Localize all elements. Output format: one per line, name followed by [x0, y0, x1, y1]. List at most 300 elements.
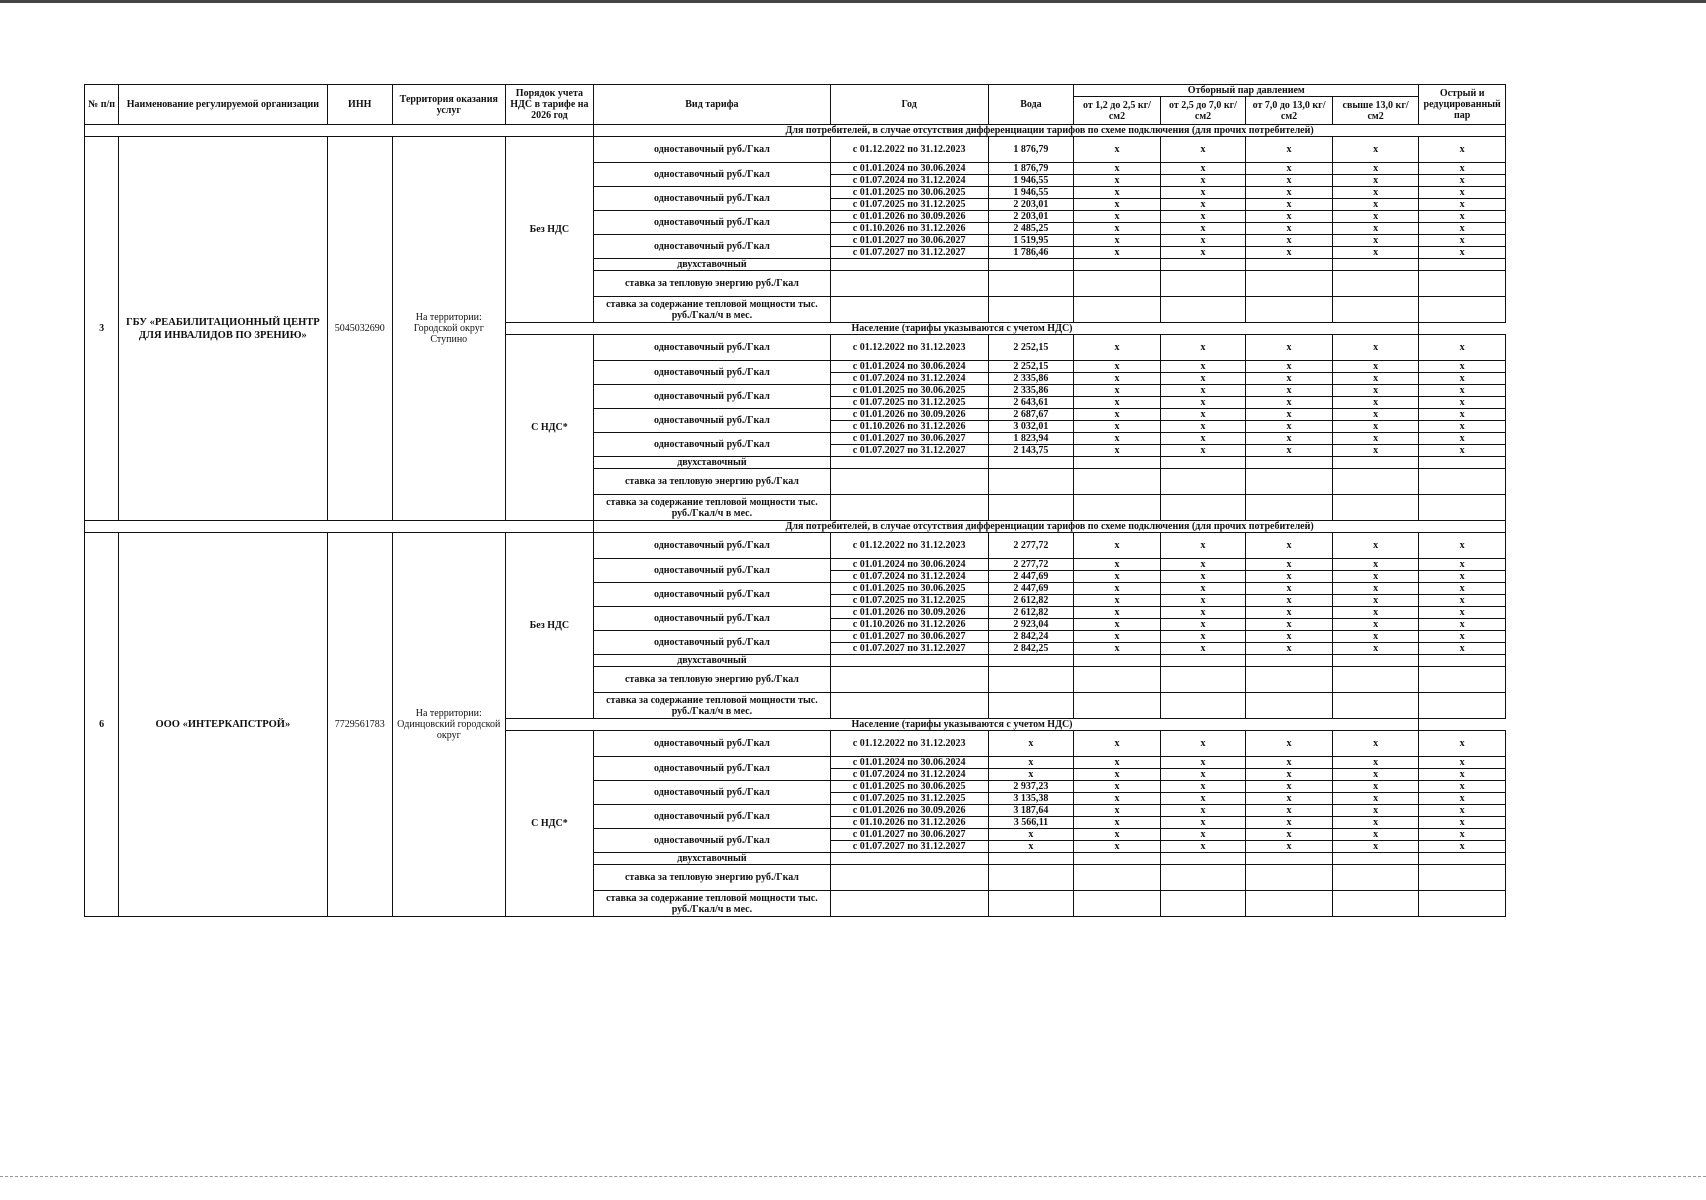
steam-value-x: x [1246, 731, 1333, 757]
steam-value-x: x [1419, 533, 1506, 559]
tariff-type-single: одноставочный руб./Гкал [594, 631, 830, 655]
steam-value-x: x [1332, 223, 1419, 235]
steam-value-x: x [1246, 619, 1333, 631]
water-value: 2 923,04 [988, 619, 1074, 631]
steam-value-x: x [1332, 731, 1419, 757]
steam-value-x: x [1246, 643, 1333, 655]
steam-value-x: x [1074, 409, 1161, 421]
steam-value-x: x [1160, 793, 1246, 805]
steam-value-x: x [1419, 769, 1506, 781]
water-value: 2 277,72 [988, 559, 1074, 571]
empty-cell [1246, 495, 1333, 521]
steam-value-x: x [1332, 373, 1419, 385]
steam-value-x: x [1419, 805, 1506, 817]
steam-value-x: x [1332, 595, 1419, 607]
tariff-type-single: одноставочный руб./Гкал [594, 781, 830, 805]
empty-cell [988, 457, 1074, 469]
steam-value-x: x [1332, 769, 1419, 781]
steam-value-x: x [1332, 247, 1419, 259]
empty-cell [1332, 865, 1419, 891]
period-cell: с 01.07.2027 по 31.12.2027 [830, 445, 988, 457]
empty-cell [1332, 457, 1419, 469]
section-label-others: Для потребителей, в случае отсутствия дифференциации тарифов по схеме подключения (для прочих потребителей) [594, 521, 1506, 533]
vat-order-no-vat: Без НДС [505, 533, 594, 719]
empty-cell [1074, 655, 1161, 667]
header-name: Наименование регулируемой организации [119, 85, 327, 125]
empty-cell [1160, 891, 1246, 917]
empty-cell [988, 271, 1074, 297]
water-value: 1 876,79 [988, 137, 1074, 163]
steam-value-x: x [1419, 731, 1506, 757]
tariff-type-capacity-rate: ставка за содержание тепловой мощности тыс. руб./Гкал/ч в мес. [594, 297, 830, 323]
empty-cell [1419, 693, 1506, 719]
steam-value-x: x [1074, 211, 1161, 223]
steam-value-x: x [1160, 619, 1246, 631]
steam-value-x: x [1074, 187, 1161, 199]
water-value: 2 643,61 [988, 397, 1074, 409]
period-cell: с 01.01.2026 по 30.09.2026 [830, 805, 988, 817]
period-cell: с 01.12.2022 по 31.12.2023 [830, 137, 988, 163]
header-num: № п/п [85, 85, 119, 125]
empty-cell [830, 865, 988, 891]
tariff-type-capacity-rate: ставка за содержание тепловой мощности тыс. руб./Гкал/ч в мес. [594, 495, 830, 521]
empty-cell [1419, 297, 1506, 323]
empty-cell [1332, 469, 1419, 495]
water-value: x [988, 829, 1074, 841]
table-row [85, 137, 1506, 163]
empty-cell [1074, 469, 1161, 495]
table-row [85, 533, 1506, 559]
steam-value-x: x [1160, 223, 1246, 235]
tariff-type-single: одноставочный руб./Гкал [594, 805, 830, 829]
empty-cell [1074, 495, 1161, 521]
empty-cell [830, 457, 988, 469]
period-cell: с 01.01.2024 по 30.06.2024 [830, 361, 988, 373]
steam-value-x: x [1332, 533, 1419, 559]
period-cell: с 01.01.2024 по 30.06.2024 [830, 163, 988, 175]
water-value: 2 447,69 [988, 571, 1074, 583]
section-row-others [85, 125, 1506, 137]
empty-cell [1074, 693, 1161, 719]
empty-cell [988, 259, 1074, 271]
tariff-type-energy-rate: ставка за тепловую энергию руб./Гкал [594, 469, 830, 495]
period-cell: с 01.01.2027 по 30.06.2027 [830, 235, 988, 247]
section-spacer [85, 125, 594, 137]
water-value: x [988, 731, 1074, 757]
empty-cell [1074, 271, 1161, 297]
steam-value-x: x [1419, 409, 1506, 421]
steam-value-x: x [1332, 433, 1419, 445]
empty-cell [830, 655, 988, 667]
steam-value-x: x [1419, 361, 1506, 373]
tariff-type-single: одноставочный руб./Гкал [594, 533, 830, 559]
steam-value-x: x [1074, 619, 1161, 631]
period-cell: с 01.01.2026 по 30.09.2026 [830, 211, 988, 223]
empty-cell [1160, 865, 1246, 891]
steam-value-x: x [1246, 793, 1333, 805]
steam-value-x: x [1332, 235, 1419, 247]
section-label-population: Население (тарифы указываются с учетом НДС) [505, 323, 1419, 335]
steam-value-x: x [1074, 571, 1161, 583]
header-steam-1: от 1,2 до 2,5 кг/см2 [1074, 97, 1161, 125]
empty-cell [988, 655, 1074, 667]
water-value: 2 203,01 [988, 199, 1074, 211]
tariff-type-energy-rate: ставка за тепловую энергию руб./Гкал [594, 271, 830, 297]
water-value: 2 335,86 [988, 373, 1074, 385]
empty-cell [830, 259, 988, 271]
period-cell: с 01.01.2025 по 30.06.2025 [830, 781, 988, 793]
steam-value-x: x [1332, 175, 1419, 187]
tariff-type-energy-rate: ставка за тепловую энергию руб./Гкал [594, 865, 830, 891]
steam-value-x: x [1074, 433, 1161, 445]
period-cell: с 01.12.2022 по 31.12.2023 [830, 533, 988, 559]
steam-value-x: x [1419, 757, 1506, 769]
steam-value-x: x [1419, 137, 1506, 163]
period-cell: с 01.01.2024 по 30.06.2024 [830, 559, 988, 571]
water-value: 1 786,46 [988, 247, 1074, 259]
water-value: 2 277,72 [988, 533, 1074, 559]
empty-cell [1160, 667, 1246, 693]
steam-value-x: x [1419, 619, 1506, 631]
steam-value-x: x [1246, 559, 1333, 571]
header-tariff-type: Вид тарифа [594, 85, 830, 125]
water-value: 2 143,75 [988, 445, 1074, 457]
tariff-type-single: одноставочный руб./Гкал [594, 361, 830, 385]
steam-value-x: x [1419, 829, 1506, 841]
period-cell: с 01.01.2025 по 30.06.2025 [830, 385, 988, 397]
steam-value-x: x [1419, 175, 1506, 187]
steam-value-x: x [1160, 187, 1246, 199]
steam-value-x: x [1246, 235, 1333, 247]
period-cell: с 01.01.2025 по 30.06.2025 [830, 187, 988, 199]
steam-value-x: x [1160, 247, 1246, 259]
steam-value-x: x [1332, 643, 1419, 655]
water-value: 1 946,55 [988, 175, 1074, 187]
steam-value-x: x [1074, 757, 1161, 769]
steam-value-x: x [1074, 769, 1161, 781]
water-value: 2 612,82 [988, 595, 1074, 607]
tariff-type-single: одноставочный руб./Гкал [594, 559, 830, 583]
steam-value-x: x [1160, 829, 1246, 841]
period-cell: с 01.07.2025 по 31.12.2025 [830, 397, 988, 409]
period-cell: с 01.07.2024 по 31.12.2024 [830, 769, 988, 781]
empty-cell [1332, 891, 1419, 917]
steam-value-x: x [1332, 409, 1419, 421]
steam-value-x: x [1074, 175, 1161, 187]
empty-cell [1419, 667, 1506, 693]
steam-value-x: x [1332, 421, 1419, 433]
steam-value-x: x [1419, 433, 1506, 445]
steam-value-x: x [1332, 385, 1419, 397]
empty-cell [1332, 271, 1419, 297]
steam-value-x: x [1160, 235, 1246, 247]
empty-cell [830, 891, 988, 917]
period-cell: с 01.10.2026 по 31.12.2026 [830, 421, 988, 433]
period-cell: с 01.10.2026 по 31.12.2026 [830, 817, 988, 829]
empty-cell [1332, 655, 1419, 667]
steam-value-x: x [1419, 781, 1506, 793]
steam-value-x: x [1074, 163, 1161, 175]
header-steam-4: свыше 13,0 кг/см2 [1332, 97, 1419, 125]
tariff-type-single: одноставочный руб./Гкал [594, 607, 830, 631]
steam-value-x: x [1074, 199, 1161, 211]
empty-cell [1160, 495, 1246, 521]
scan-artifact-line [0, 1176, 1706, 1178]
steam-value-x: x [1246, 841, 1333, 853]
tariff-type-single: одноставочный руб./Гкал [594, 335, 830, 361]
empty-cell [1074, 853, 1161, 865]
empty-cell [988, 297, 1074, 323]
steam-value-x: x [1160, 445, 1246, 457]
header-steam-3: от 7,0 до 13,0 кг/см2 [1246, 97, 1333, 125]
steam-value-x: x [1246, 163, 1333, 175]
period-cell: с 01.07.2027 по 31.12.2027 [830, 841, 988, 853]
empty-cell [1332, 495, 1419, 521]
steam-value-x: x [1332, 361, 1419, 373]
steam-value-x: x [1160, 841, 1246, 853]
steam-value-x: x [1419, 385, 1506, 397]
section-spacer [85, 521, 594, 533]
water-value: 3 032,01 [988, 421, 1074, 433]
tariff-type-single: одноставочный руб./Гкал [594, 583, 830, 607]
empty-cell [1246, 853, 1333, 865]
empty-cell [1419, 259, 1506, 271]
empty-cell [830, 853, 988, 865]
water-value: 2 252,15 [988, 335, 1074, 361]
empty-cell [1419, 495, 1506, 521]
steam-value-x: x [1419, 793, 1506, 805]
header-steam-2: от 2,5 до 7,0 кг/см2 [1160, 97, 1246, 125]
empty-cell [1246, 297, 1333, 323]
header-water: Вода [988, 85, 1074, 125]
steam-value-x: x [1074, 137, 1161, 163]
empty-cell [830, 495, 988, 521]
steam-value-x: x [1246, 247, 1333, 259]
steam-value-x: x [1246, 571, 1333, 583]
empty-cell [1160, 297, 1246, 323]
water-value: 2 687,67 [988, 409, 1074, 421]
steam-value-x: x [1074, 385, 1161, 397]
empty-cell [1160, 457, 1246, 469]
tariff-type-single: одноставочный руб./Гкал [594, 137, 830, 163]
steam-value-x: x [1246, 757, 1333, 769]
steam-value-x: x [1160, 199, 1246, 211]
steam-value-x: x [1160, 805, 1246, 817]
section-row-others [85, 521, 1506, 533]
org-territory: На территории: Городской округ Ступино [392, 137, 505, 521]
steam-value-x: x [1160, 817, 1246, 829]
steam-value-x: x [1160, 781, 1246, 793]
steam-value-x: x [1246, 199, 1333, 211]
header-territory: Территория оказания услуг [392, 85, 505, 125]
empty-cell [988, 865, 1074, 891]
water-value: 2 447,69 [988, 583, 1074, 595]
tariff-type-single: одноставочный руб./Гкал [594, 163, 830, 187]
steam-value-x: x [1160, 211, 1246, 223]
water-value: 2 937,23 [988, 781, 1074, 793]
period-cell: с 01.07.2025 по 31.12.2025 [830, 793, 988, 805]
steam-value-x: x [1246, 631, 1333, 643]
steam-value-x: x [1074, 781, 1161, 793]
steam-value-x: x [1160, 595, 1246, 607]
empty-cell [988, 891, 1074, 917]
steam-value-x: x [1332, 607, 1419, 619]
period-cell: с 01.10.2026 по 31.12.2026 [830, 619, 988, 631]
empty-cell [1419, 865, 1506, 891]
period-cell: с 01.01.2026 по 30.09.2026 [830, 409, 988, 421]
water-value: 1 946,55 [988, 187, 1074, 199]
vat-order-with-vat: С НДС* [505, 731, 594, 917]
empty-cell [1419, 457, 1506, 469]
steam-value-x: x [1419, 643, 1506, 655]
steam-value-x: x [1160, 583, 1246, 595]
steam-value-x: x [1332, 781, 1419, 793]
steam-value-x: x [1160, 385, 1246, 397]
tariff-type-two-rate: двухставочный [594, 853, 830, 865]
steam-value-x: x [1074, 421, 1161, 433]
steam-value-x: x [1160, 163, 1246, 175]
empty-cell [1246, 469, 1333, 495]
empty-cell [830, 271, 988, 297]
tariff-type-single: одноставочный руб./Гкал [594, 433, 830, 457]
steam-value-x: x [1419, 595, 1506, 607]
period-cell: с 01.07.2027 по 31.12.2027 [830, 247, 988, 259]
steam-value-x: x [1246, 187, 1333, 199]
steam-value-x: x [1419, 583, 1506, 595]
steam-value-x: x [1332, 619, 1419, 631]
tariff-table [84, 84, 1506, 917]
steam-value-x: x [1332, 793, 1419, 805]
empty-cell [1074, 865, 1161, 891]
water-value: 2 842,25 [988, 643, 1074, 655]
tariff-type-single: одноставочный руб./Гкал [594, 385, 830, 409]
steam-value-x: x [1332, 631, 1419, 643]
section-label-population: Население (тарифы указываются с учетом НДС) [505, 719, 1419, 731]
steam-value-x: x [1419, 421, 1506, 433]
water-value: 3 135,38 [988, 793, 1074, 805]
header-year: Год [830, 85, 988, 125]
steam-value-x: x [1419, 335, 1506, 361]
empty-cell [1332, 297, 1419, 323]
steam-value-x: x [1160, 137, 1246, 163]
steam-value-x: x [1332, 817, 1419, 829]
steam-value-x: x [1246, 421, 1333, 433]
steam-value-x: x [1246, 335, 1333, 361]
period-cell: с 01.01.2025 по 30.06.2025 [830, 583, 988, 595]
empty-cell [1419, 655, 1506, 667]
steam-value-x: x [1332, 335, 1419, 361]
steam-value-x: x [1332, 757, 1419, 769]
header-inn: ИНН [327, 85, 392, 125]
steam-value-x: x [1246, 385, 1333, 397]
empty-cell [1160, 853, 1246, 865]
steam-value-x: x [1160, 643, 1246, 655]
period-cell: с 01.12.2022 по 31.12.2023 [830, 335, 988, 361]
period-cell: с 01.01.2024 по 30.06.2024 [830, 757, 988, 769]
empty-cell [1419, 853, 1506, 865]
steam-value-x: x [1419, 247, 1506, 259]
org-number: 6 [85, 533, 119, 917]
steam-value-x: x [1074, 559, 1161, 571]
empty-cell [1246, 655, 1333, 667]
header-steam-group: Отборный пар давлением [1074, 85, 1419, 97]
vat-order-no-vat: Без НДС [505, 137, 594, 323]
header-vat-order: Порядок учета НДС в тарифе на 2026 год [505, 85, 594, 125]
steam-value-x: x [1419, 235, 1506, 247]
tariff-type-capacity-rate: ставка за содержание тепловой мощности тыс. руб./Гкал/ч в мес. [594, 891, 830, 917]
steam-value-x: x [1160, 175, 1246, 187]
steam-value-x: x [1332, 571, 1419, 583]
steam-value-x: x [1160, 373, 1246, 385]
steam-value-x: x [1074, 397, 1161, 409]
steam-value-x: x [1160, 421, 1246, 433]
tariff-type-two-rate: двухставочный [594, 457, 830, 469]
water-value: 2 612,82 [988, 607, 1074, 619]
steam-value-x: x [1332, 137, 1419, 163]
empty-cell [1246, 259, 1333, 271]
steam-value-x: x [1074, 643, 1161, 655]
steam-value-x: x [1246, 445, 1333, 457]
empty-cell [1074, 457, 1161, 469]
steam-value-x: x [1246, 223, 1333, 235]
empty-cell [1246, 667, 1333, 693]
steam-value-x: x [1074, 361, 1161, 373]
steam-value-x: x [1246, 361, 1333, 373]
steam-value-x: x [1074, 829, 1161, 841]
steam-value-x: x [1160, 433, 1246, 445]
period-cell: с 01.07.2025 по 31.12.2025 [830, 199, 988, 211]
steam-value-x: x [1160, 361, 1246, 373]
steam-value-x: x [1332, 211, 1419, 223]
empty-cell [1074, 297, 1161, 323]
water-value: x [988, 757, 1074, 769]
org-inn: 5045032690 [327, 137, 392, 521]
water-value: 2 203,01 [988, 211, 1074, 223]
tariff-type-two-rate: двухставочный [594, 655, 830, 667]
tariff-type-single: одноставочный руб./Гкал [594, 409, 830, 433]
steam-value-x: x [1332, 187, 1419, 199]
steam-value-x: x [1332, 199, 1419, 211]
table-body [85, 125, 1506, 917]
steam-value-x: x [1246, 769, 1333, 781]
empty-cell [1419, 469, 1506, 495]
empty-cell [1246, 271, 1333, 297]
period-cell: с 01.01.2027 по 30.06.2027 [830, 433, 988, 445]
steam-value-x: x [1074, 631, 1161, 643]
steam-value-x: x [1419, 817, 1506, 829]
tariff-type-single: одноставочный руб./Гкал [594, 731, 830, 757]
tariff-type-single: одноставочный руб./Гкал [594, 211, 830, 235]
empty-cell [1246, 865, 1333, 891]
empty-cell [988, 469, 1074, 495]
period-cell: с 01.07.2024 по 31.12.2024 [830, 373, 988, 385]
steam-value-x: x [1160, 409, 1246, 421]
tariff-type-energy-rate: ставка за тепловую энергию руб./Гкал [594, 667, 830, 693]
empty-cell [988, 495, 1074, 521]
steam-value-x: x [1419, 163, 1506, 175]
steam-value-x: x [1332, 397, 1419, 409]
steam-value-x: x [1246, 137, 1333, 163]
steam-value-x: x [1160, 335, 1246, 361]
steam-value-x: x [1246, 409, 1333, 421]
empty-cell [1074, 667, 1161, 693]
steam-value-x: x [1246, 595, 1333, 607]
period-cell: с 01.01.2027 по 30.06.2027 [830, 631, 988, 643]
steam-value-x: x [1246, 175, 1333, 187]
water-value: x [988, 769, 1074, 781]
steam-value-x: x [1419, 199, 1506, 211]
org-inn: 7729561783 [327, 533, 392, 917]
